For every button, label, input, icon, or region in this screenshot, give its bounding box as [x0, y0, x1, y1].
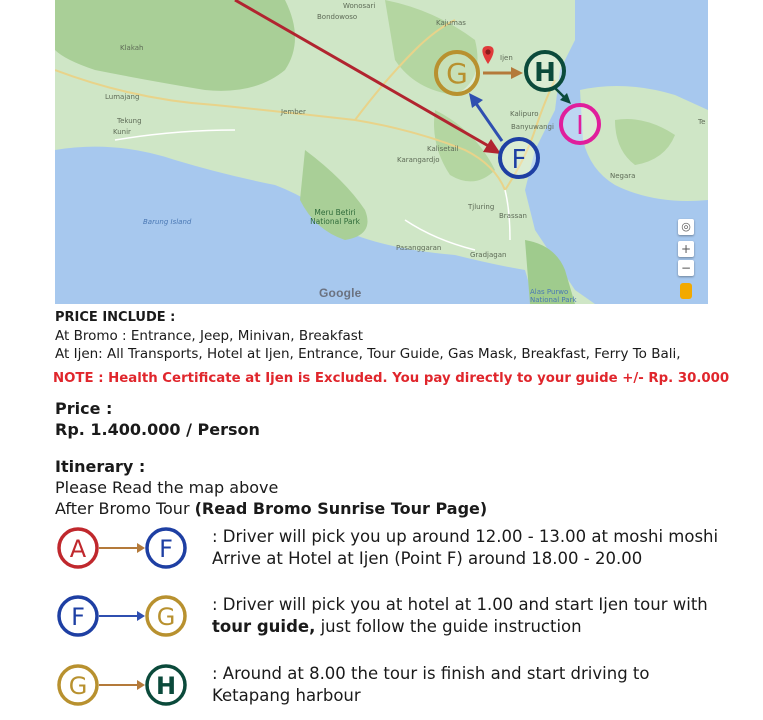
itinerary-line1: Please Read the map above [55, 478, 279, 497]
place-klakah: Klakah [120, 44, 144, 52]
place-meru-betiri: Meru Betiri National Park [310, 208, 360, 226]
svg-text:A: A [69, 535, 87, 563]
place-kalisetail: Kalisetail [427, 145, 459, 153]
place-ijen: Ijen [500, 54, 513, 62]
step-f-g-line2 [212, 616, 708, 638]
step-f-g-line2-rest: just follow the guide instruction [315, 617, 582, 636]
itinerary-step-g-h [54, 663, 754, 713]
step-a-f-line1: : Driver will pick you up around 12.00 - 13.00 at moshi moshi [212, 527, 719, 546]
itinerary-line2-prefix: After Bromo Tour [55, 499, 195, 518]
place-tekung: Tekung [117, 117, 142, 125]
place-karangardjo: Karangardjo [397, 156, 440, 164]
my-location-button[interactable]: ◎ [678, 219, 694, 235]
svg-text:H: H [155, 672, 177, 700]
marker-f [500, 139, 538, 177]
marker-h [526, 52, 564, 90]
health-note: NOTE : Health Certificate at Ijen is Excluded. You pay directly to your guide +/- Rp. 30.000 [53, 371, 730, 386]
marker-g [436, 52, 478, 94]
svg-text:F: F [71, 603, 85, 631]
itinerary-step-a-f [54, 526, 754, 576]
itinerary-line2-bold: (Read Bromo Sunrise Tour Page) [194, 499, 488, 518]
step-f-g-line1: : Driver will pick you at hotel at 1.00 and start Ijen tour with [212, 595, 708, 614]
place-brassan: Brassan [499, 212, 527, 220]
route-map[interactable] [55, 0, 708, 304]
place-barung-island: Barung Island [143, 218, 192, 226]
map-terrain [55, 0, 708, 304]
step-g-h-line2: Ketapang harbour [212, 686, 361, 705]
zoom-out-button[interactable]: − [678, 260, 694, 276]
step-g-h-line1: : Around at 8.00 the tour is finish and start driving to [212, 664, 650, 683]
pegman-icon[interactable] [680, 283, 692, 299]
place-banyuwangi: Banyuwangi [511, 123, 554, 131]
place-kalipuro: Kalipuro [510, 110, 539, 118]
place-jember: Jember [281, 108, 306, 116]
place-te: Te [698, 118, 706, 126]
place-tjluring: Tjluring [468, 203, 495, 211]
itinerary-line2 [55, 499, 487, 518]
place-negara: Negara [610, 172, 636, 180]
place-pasanggaran: Pasanggaran [396, 244, 442, 252]
place-kajumas: Kajumas [436, 19, 466, 27]
place-lumajang: Lumajang [105, 93, 140, 101]
svg-text:G: G [68, 672, 88, 700]
itinerary-label: Itinerary : [55, 457, 146, 476]
svg-text:G: G [156, 603, 176, 631]
svg-text:G: G [446, 57, 468, 90]
svg-text:I: I [576, 111, 584, 141]
place-kunir: Kunir [113, 128, 131, 136]
step-a-f-line2: Arrive at Hotel at Ijen (Point F) around 18.00 - 20.00 [212, 549, 643, 568]
svg-text:F: F [511, 145, 527, 175]
price-include-heading: PRICE INCLUDE : [55, 310, 176, 325]
include-ijen: At Ijen: All Transports, Hotel at Ijen, Entrance, Tour Guide, Gas Mask, Breakfast, Ferry To Bali, [55, 346, 681, 362]
price-value: Rp. 1.400.000 / Person [55, 420, 260, 439]
marker-i [561, 105, 599, 143]
price-label: Price : [55, 399, 113, 418]
itinerary-step-f-g [54, 594, 754, 644]
place-alas-purwo: Alas Purwo National Park [530, 288, 577, 304]
google-logo: Google [319, 286, 362, 300]
svg-text:F: F [159, 535, 173, 563]
place-gradjagan: Gradjagan [470, 251, 507, 259]
place-bondowoso: Bondowoso [317, 13, 358, 21]
include-bromo: At Bromo : Entrance, Jeep, Minivan, Breakfast [55, 328, 364, 344]
place-wonosari: Wonosari [343, 2, 376, 10]
zoom-in-button[interactable]: + [678, 241, 694, 257]
step-f-g-line2-bold: tour guide, [212, 617, 316, 636]
svg-text:H: H [534, 58, 556, 88]
